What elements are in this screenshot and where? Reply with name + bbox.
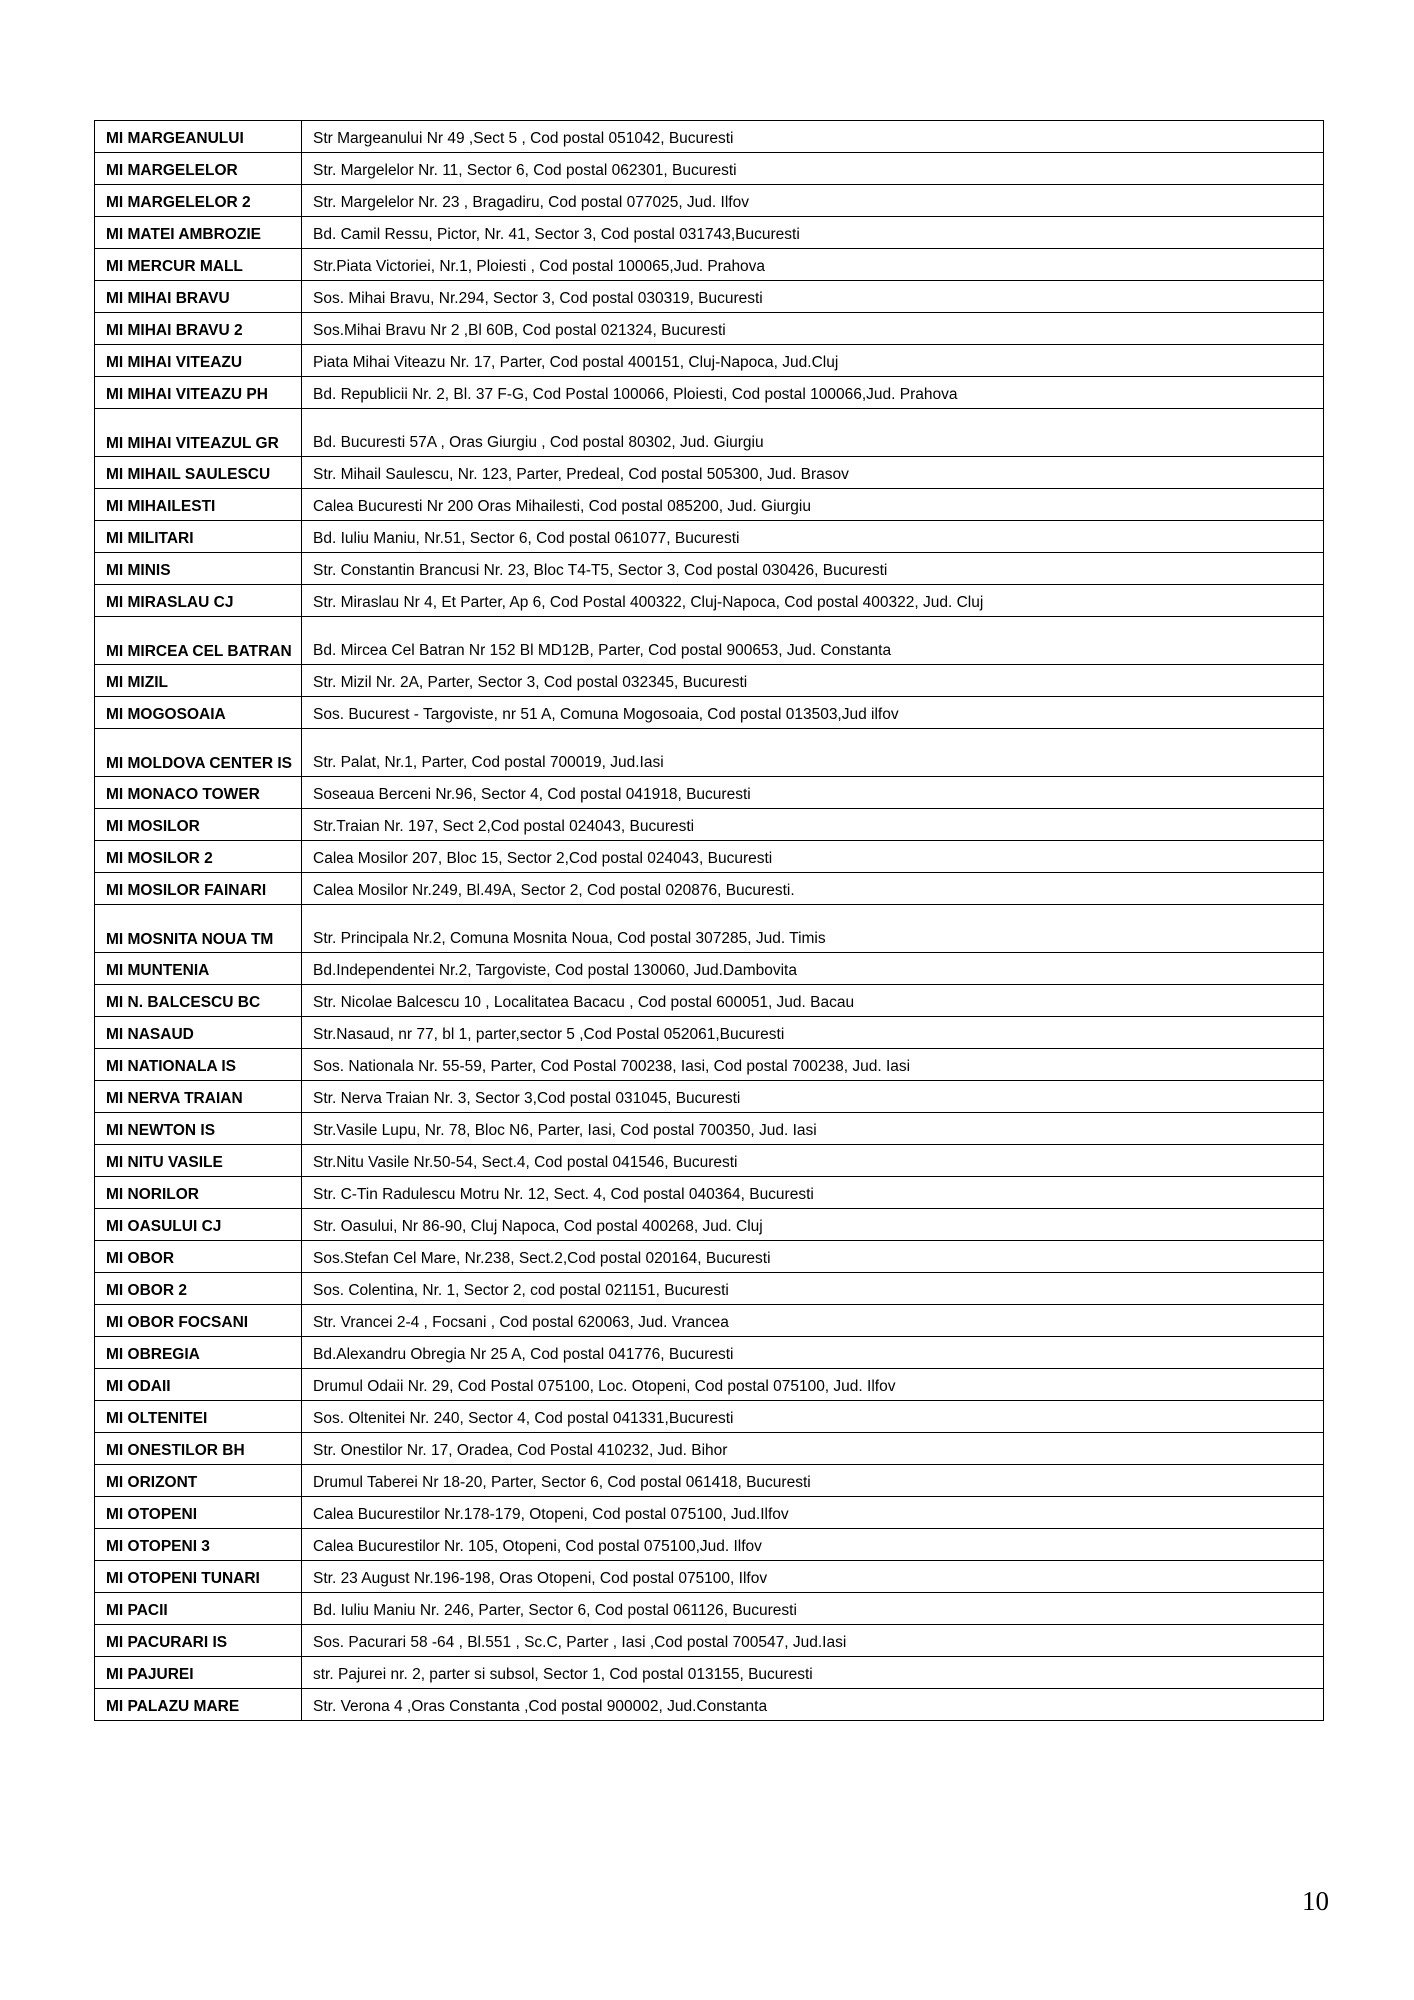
table-row (95, 1625, 1324, 1657)
store-name-cell: MI OBOR 2 (95, 1273, 302, 1305)
store-address-cell: Str. Margelelor Nr. 23 , Bragadiru, Cod postal 077025, Jud. Ilfov (302, 185, 1324, 217)
store-address-cell: Str. Nicolae Balcescu 10 , Localitatea Bacacu , Cod postal 600051, Jud. Bacau (302, 985, 1324, 1017)
store-address-cell: Str Margeanului Nr 49 ,Sect 5 , Cod postal 051042, Bucuresti (302, 121, 1324, 153)
store-address-cell: Str.Nitu Vasile Nr.50-54, Sect.4, Cod postal 041546, Bucuresti (302, 1145, 1324, 1177)
store-address-cell: Bd. Bucuresti 57A , Oras Giurgiu , Cod postal 80302, Jud. Giurgiu (302, 409, 1324, 457)
table-row (95, 585, 1324, 617)
store-name-cell: MI MOLDOVA CENTER IS (95, 729, 302, 777)
store-address-cell: Str. Margelelor Nr. 11, Sector 6, Cod postal 062301, Bucuresti (302, 153, 1324, 185)
store-name-cell: MI MOSNITA NOUA TM (95, 905, 302, 953)
table-row (95, 777, 1324, 809)
store-name-cell: MI NITU VASILE (95, 1145, 302, 1177)
table-row (95, 1689, 1324, 1721)
store-name-cell: MI MOSILOR FAINARI (95, 873, 302, 905)
store-name-cell: MI OLTENITEI (95, 1401, 302, 1433)
store-address-cell: Sos. Bucurest - Targoviste, nr 51 A, Comuna Mogosoaia, Cod postal 013503,Jud ilfov (302, 697, 1324, 729)
table-row (95, 1145, 1324, 1177)
table-row (95, 665, 1324, 697)
table-row (95, 521, 1324, 553)
table-row (95, 217, 1324, 249)
store-address-cell: Bd. Camil Ressu, Pictor, Nr. 41, Sector 3, Cod postal 031743,Bucuresti (302, 217, 1324, 249)
store-name-cell: MI ONESTILOR BH (95, 1433, 302, 1465)
store-name-cell: MI NERVA TRAIAN (95, 1081, 302, 1113)
table-row (95, 1273, 1324, 1305)
store-address-cell: Str.Vasile Lupu, Nr. 78, Bloc N6, Parter, Iasi, Cod postal 700350, Jud. Iasi (302, 1113, 1324, 1145)
store-address-cell: Str.Piata Victoriei, Nr.1, Ploiesti , Cod postal 100065,Jud. Prahova (302, 249, 1324, 281)
store-address-cell: Str. Constantin Brancusi Nr. 23, Bloc T4-T5, Sector 3, Cod postal 030426, Bucuresti (302, 553, 1324, 585)
table-row (95, 1657, 1324, 1689)
table-row (95, 1497, 1324, 1529)
store-name-cell: MI MARGELELOR 2 (95, 185, 302, 217)
table-row (95, 489, 1324, 521)
page-number: 10 (1302, 1886, 1329, 1916)
table-row (95, 185, 1324, 217)
store-name-cell: MI OBREGIA (95, 1337, 302, 1369)
store-address-cell: Str. 23 August Nr.196-198, Oras Otopeni, Cod postal 075100, Ilfov (302, 1561, 1324, 1593)
store-name-cell: MI OASULUI CJ (95, 1209, 302, 1241)
store-address-cell: Str. Oasului, Nr 86-90, Cluj Napoca, Cod postal 400268, Jud. Cluj (302, 1209, 1324, 1241)
table-row (95, 1401, 1324, 1433)
table-row (95, 1529, 1324, 1561)
store-name-cell: MI MIHAI VITEAZU PH (95, 377, 302, 409)
store-name-cell: MI NORILOR (95, 1177, 302, 1209)
store-name-cell: MI NASAUD (95, 1017, 302, 1049)
table-row (95, 729, 1324, 777)
store-address-cell: Sos. Oltenitei Nr. 240, Sector 4, Cod postal 041331,Bucuresti (302, 1401, 1324, 1433)
store-address-cell: Piata Mihai Viteazu Nr. 17, Parter, Cod postal 400151, Cluj-Napoca, Jud.Cluj (302, 345, 1324, 377)
table-row (95, 1337, 1324, 1369)
store-name-cell: MI MOGOSOAIA (95, 697, 302, 729)
store-address-cell: Drumul Taberei Nr 18-20, Parter, Sector 6, Cod postal 061418, Bucuresti (302, 1465, 1324, 1497)
store-address-cell: Drumul Odaii Nr. 29, Cod Postal 075100, Loc. Otopeni, Cod postal 075100, Jud. Ilfov (302, 1369, 1324, 1401)
table-row (95, 1561, 1324, 1593)
store-name-cell: MI MIRCEA CEL BATRAN (95, 617, 302, 665)
store-name-cell: MI N. BALCESCU BC (95, 985, 302, 1017)
store-address-cell: Calea Bucurestilor Nr.178-179, Otopeni, Cod postal 075100, Jud.Ilfov (302, 1497, 1324, 1529)
store-address-cell: Str. Verona 4 ,Oras Constanta ,Cod postal 900002, Jud.Constanta (302, 1689, 1324, 1721)
table-row (95, 1433, 1324, 1465)
table-row (95, 1177, 1324, 1209)
store-name-cell: MI MIHAIL SAULESCU (95, 457, 302, 489)
store-name-cell: MI MIRASLAU CJ (95, 585, 302, 617)
store-address-cell: Sos. Nationala Nr. 55-59, Parter, Cod Postal 700238, Iasi, Cod postal 700238, Jud. Iasi (302, 1049, 1324, 1081)
table-row (95, 985, 1324, 1017)
store-name-cell: MI ODAII (95, 1369, 302, 1401)
store-address-cell: Str. Mihail Saulescu, Nr. 123, Parter, Predeal, Cod postal 505300, Jud. Brasov (302, 457, 1324, 489)
store-address-cell: Str.Nasaud, nr 77, bl 1, parter,sector 5 ,Cod Postal 052061,Bucuresti (302, 1017, 1324, 1049)
table-row (95, 1209, 1324, 1241)
store-name-cell: MI MIHAI VITEAZUL GR (95, 409, 302, 457)
store-name-cell: MI MOSILOR 2 (95, 841, 302, 873)
table-row (95, 1241, 1324, 1273)
table-row (95, 457, 1324, 489)
store-address-cell: Str. C-Tin Radulescu Motru Nr. 12, Sect. 4, Cod postal 040364, Bucuresti (302, 1177, 1324, 1209)
store-name-cell: MI MIHAILESTI (95, 489, 302, 521)
table-row (95, 409, 1324, 457)
table-row (95, 1369, 1324, 1401)
table-row (95, 249, 1324, 281)
store-name-cell: MI MERCUR MALL (95, 249, 302, 281)
table-row (95, 121, 1324, 153)
store-name-cell: MI MIZIL (95, 665, 302, 697)
store-address-cell: Str. Miraslau Nr 4, Et Parter, Ap 6, Cod Postal 400322, Cluj-Napoca, Cod postal 400322, Jud. Cluj (302, 585, 1324, 617)
table-row (95, 313, 1324, 345)
table-row (95, 1305, 1324, 1337)
store-address-cell: Str. Nerva Traian Nr. 3, Sector 3,Cod postal 031045, Bucuresti (302, 1081, 1324, 1113)
table-row (95, 281, 1324, 313)
store-address-cell: Calea Mosilor Nr.249, Bl.49A, Sector 2, Cod postal 020876, Bucuresti. (302, 873, 1324, 905)
store-name-cell: MI PALAZU MARE (95, 1689, 302, 1721)
store-name-cell: MI MATEI AMBROZIE (95, 217, 302, 249)
store-address-cell: Str. Onestilor Nr. 17, Oradea, Cod Postal 410232, Jud. Bihor (302, 1433, 1324, 1465)
store-address-cell: Sos. Pacurari 58 -64 , Bl.551 , Sc.C, Parter , Iasi ,Cod postal 700547, Jud.Iasi (302, 1625, 1324, 1657)
store-address-table (94, 120, 1324, 1721)
store-address-cell: Bd.Alexandru Obregia Nr 25 A, Cod postal 041776, Bucuresti (302, 1337, 1324, 1369)
store-name-cell: MI MIHAI VITEAZU (95, 345, 302, 377)
table-row (95, 1049, 1324, 1081)
store-address-cell: Bd.Independentei Nr.2, Targoviste, Cod postal 130060, Jud.Dambovita (302, 953, 1324, 985)
store-name-cell: MI NEWTON IS (95, 1113, 302, 1145)
table-row (95, 697, 1324, 729)
store-name-cell: MI PAJUREI (95, 1657, 302, 1689)
table-row (95, 873, 1324, 905)
store-address-cell: Str. Principala Nr.2, Comuna Mosnita Noua, Cod postal 307285, Jud. Timis (302, 905, 1324, 953)
store-address-cell: Calea Bucurestilor Nr. 105, Otopeni, Cod postal 075100,Jud. Ilfov (302, 1529, 1324, 1561)
store-address-cell: str. Pajurei nr. 2, parter si subsol, Sector 1, Cod postal 013155, Bucuresti (302, 1657, 1324, 1689)
store-name-cell: MI OBOR FOCSANI (95, 1305, 302, 1337)
store-address-cell: Sos. Colentina, Nr. 1, Sector 2, cod postal 021151, Bucuresti (302, 1273, 1324, 1305)
store-name-cell: MI MARGEANULUI (95, 121, 302, 153)
store-address-cell: Bd. Iuliu Maniu, Nr.51, Sector 6, Cod postal 061077, Bucuresti (302, 521, 1324, 553)
table-row (95, 1113, 1324, 1145)
store-address-cell: Str. Mizil Nr. 2A, Parter, Sector 3, Cod postal 032345, Bucuresti (302, 665, 1324, 697)
table-row (95, 809, 1324, 841)
table-row (95, 1017, 1324, 1049)
store-address-cell: Sos.Stefan Cel Mare, Nr.238, Sect.2,Cod postal 020164, Bucuresti (302, 1241, 1324, 1273)
store-name-cell: MI PACII (95, 1593, 302, 1625)
store-name-cell: MI ORIZONT (95, 1465, 302, 1497)
store-name-cell: MI OTOPENI 3 (95, 1529, 302, 1561)
store-name-cell: MI OTOPENI TUNARI (95, 1561, 302, 1593)
store-name-cell: MI OTOPENI (95, 1497, 302, 1529)
table-row (95, 345, 1324, 377)
table-row (95, 953, 1324, 985)
store-address-cell: Str. Palat, Nr.1, Parter, Cod postal 700019, Jud.Iasi (302, 729, 1324, 777)
store-name-cell: MI PACURARI IS (95, 1625, 302, 1657)
store-address-cell: Bd. Republicii Nr. 2, Bl. 37 F-G, Cod Postal 100066, Ploiesti, Cod postal 100066,Jud. Prahova (302, 377, 1324, 409)
store-address-cell: Sos. Mihai Bravu, Nr.294, Sector 3, Cod postal 030319, Bucuresti (302, 281, 1324, 313)
store-name-cell: MI MOSILOR (95, 809, 302, 841)
store-address-cell: Str.Traian Nr. 197, Sect 2,Cod postal 024043, Bucuresti (302, 809, 1324, 841)
store-name-cell: MI NATIONALA IS (95, 1049, 302, 1081)
store-address-cell: Bd. Mircea Cel Batran Nr 152 Bl MD12B, Parter, Cod postal 900653, Jud. Constanta (302, 617, 1324, 665)
table-row (95, 905, 1324, 953)
store-address-cell: Calea Bucuresti Nr 200 Oras Mihailesti, Cod postal 085200, Jud. Giurgiu (302, 489, 1324, 521)
store-address-cell: Bd. Iuliu Maniu Nr. 246, Parter, Sector 6, Cod postal 061126, Bucuresti (302, 1593, 1324, 1625)
store-name-cell: MI OBOR (95, 1241, 302, 1273)
table-row (95, 553, 1324, 585)
store-address-cell: Str. Vrancei 2-4 , Focsani , Cod postal 620063, Jud. Vrancea (302, 1305, 1324, 1337)
store-name-cell: MI MIHAI BRAVU 2 (95, 313, 302, 345)
table-row (95, 617, 1324, 665)
table-row (95, 1465, 1324, 1497)
store-address-cell: Calea Mosilor 207, Bloc 15, Sector 2,Cod postal 024043, Bucuresti (302, 841, 1324, 873)
table-body (95, 121, 1324, 1721)
table-row (95, 153, 1324, 185)
store-name-cell: MI MINIS (95, 553, 302, 585)
store-name-cell: MI MONACO TOWER (95, 777, 302, 809)
store-name-cell: MI MIHAI BRAVU (95, 281, 302, 313)
store-address-cell: Sos.Mihai Bravu Nr 2 ,Bl 60B, Cod postal 021324, Bucuresti (302, 313, 1324, 345)
store-address-cell: Soseaua Berceni Nr.96, Sector 4, Cod postal 041918, Bucuresti (302, 777, 1324, 809)
table-row (95, 1081, 1324, 1113)
store-name-cell: MI MILITARI (95, 521, 302, 553)
table-row (95, 1593, 1324, 1625)
table-row (95, 377, 1324, 409)
store-name-cell: MI MARGELELOR (95, 153, 302, 185)
store-name-cell: MI MUNTENIA (95, 953, 302, 985)
table-row (95, 841, 1324, 873)
